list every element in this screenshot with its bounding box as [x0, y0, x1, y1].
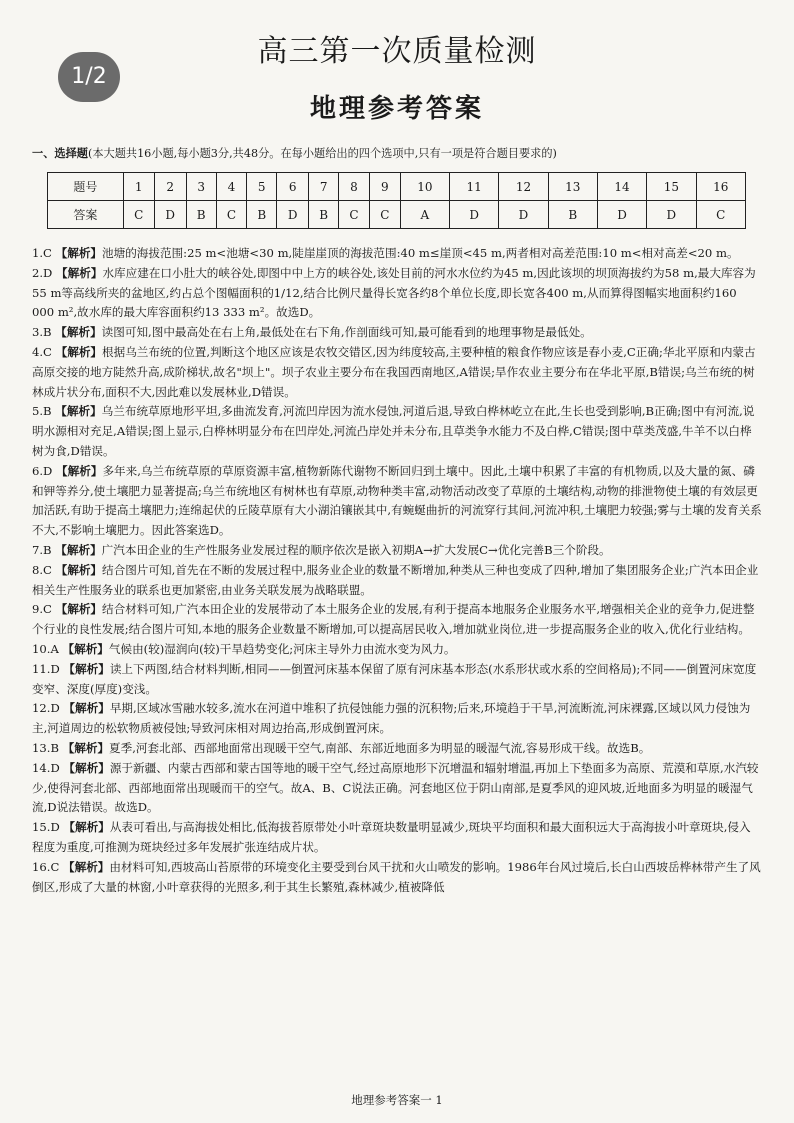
- item-text: 源于新疆、内蒙古西部和蒙古国等地的暖干空气,经过高原地形下沉增温和辐射增温,再加上下垫面多为高原、荒漠和草原,水汽较少,使得河套北部、西部地面常出现暖而干的空气。故A、B、C说法正确。河套地区位于阴山南部,是夏季风的迎风坡,近地面多为明显的暖湿气流,D说法错误。故选D。: [32, 760, 759, 815]
- answer-cell: C: [339, 201, 370, 229]
- page-footer: 地理参考答案一 1: [351, 1093, 443, 1107]
- item-number: 15.D: [32, 820, 60, 835]
- explanation-item: [32, 699, 762, 739]
- item-number: 3.B: [32, 325, 52, 340]
- analysis-tag: 【解析】: [55, 562, 103, 577]
- answer-cell: D: [154, 201, 186, 229]
- analysis-tag: 【解析】: [55, 404, 102, 419]
- answer-table-number-row: [48, 173, 746, 201]
- item-number: 4.C: [32, 344, 52, 359]
- question-number: 7: [309, 173, 339, 201]
- answer-cell: B: [548, 201, 597, 229]
- item-number: 2.D: [32, 265, 53, 280]
- question-number: 14: [597, 173, 646, 201]
- explanation-item: [32, 858, 762, 898]
- question-number: 8: [339, 173, 370, 201]
- item-number: 6.D: [32, 463, 53, 478]
- analysis-tag: 【解析】: [62, 641, 109, 656]
- explanation-item: [32, 561, 762, 601]
- analysis-tag: 【解析】: [63, 820, 110, 835]
- question-number: 13: [548, 173, 597, 201]
- item-number: 5.B: [32, 404, 52, 419]
- answer-cell: D: [450, 201, 499, 229]
- item-text: 乌兰布统草原地形平坦,多曲流发育,河流凹岸因为流水侵蚀,河道后退,导致白桦林屹立在此,生长也受到影响,B正确;图中有河流,说明水源相对充足,A错误;图上显示,白桦林明显分布在凹岸处,河流凸岸处并未分布,且草类争水能力不及白桦,C错误;图中草类茂盛,牛羊不以白桦树为食,D错误。: [32, 404, 755, 458]
- analysis-tag: 【解析】: [63, 760, 110, 775]
- answer-cell: D: [647, 201, 696, 229]
- row-label: 答案: [48, 201, 124, 229]
- item-number: 11.D: [32, 661, 60, 676]
- item-text: 早期,区域冰雪融水较多,流水在河道中堆积了抗侵蚀能力强的沉积物;后来,环境趋于干旱,河流断流,河床裸露,区域以风力侵蚀为主,河道周边的松软物质被侵蚀;导致河床相对周边抬高,形成倒置河床。: [32, 701, 751, 736]
- explanation-item: [32, 759, 762, 818]
- question-number: 1: [123, 173, 154, 201]
- question-number: 15: [647, 173, 696, 201]
- answer-cell: D: [499, 201, 548, 229]
- item-text: 结合材料可知,广汽本田企业的发展带动了本土服务企业的发展,有利于提高本地服务企业服务水平,增强相关企业的竞争力,促进整个行业的良性发展;结合图片可知,本地的服务企业数量不断增加,可以提高居民收入,增加就业岗位,进一步提高服务企业的收入,优化行业结构。: [32, 602, 755, 637]
- item-text: 气候由(较)湿润向(较)干旱趋势变化;河床主导外力由流水变为风力。: [108, 641, 456, 656]
- item-text: 广汽本田企业的生产性服务业发展过程的顺序依次是嵌入初期A→扩大发展C→优化完善B三个阶段。: [101, 542, 611, 557]
- item-number: 1.C: [32, 246, 52, 260]
- item-text: 池塘的海拔范围:25 m<池塘<30 m,陡崖崖顶的海拔范围:40 m≤崖顶<45 m,两者相对高差范围:10 m<相对高差<20 m。: [102, 246, 739, 260]
- analysis-tag: 【解析】: [63, 859, 110, 874]
- row-label: 题号: [48, 173, 124, 201]
- item-number: 13.B: [32, 740, 59, 755]
- analysis-tag: 【解析】: [56, 463, 103, 478]
- section-heading: [32, 145, 772, 161]
- item-number: 10.A: [32, 641, 59, 656]
- analysis-tag: 【解析】: [55, 325, 102, 340]
- item-number: 7.B: [32, 542, 52, 557]
- explanation-item: [32, 739, 762, 759]
- answer-cell: A: [400, 201, 449, 229]
- explanation-item: [32, 640, 762, 660]
- answer-cell: B: [247, 201, 277, 229]
- explanation-item: [32, 818, 762, 858]
- analysis-tag: 【解析】: [56, 265, 103, 280]
- page-badge[interactable]: 1/2: [58, 52, 120, 102]
- analysis-tag: 【解析】: [55, 246, 103, 260]
- item-text: 夏季,河套北部、西部地面常出现暖干空气,南部、东部近地面多为明显的暖湿气流,容易形成干线。故选B。: [109, 740, 651, 755]
- question-number: 2: [154, 173, 186, 201]
- answer-cell: C: [216, 201, 247, 229]
- analysis-tag: 【解析】: [62, 740, 110, 755]
- item-text: 从表可看出,与高海拔处相比,低海拔苔原带处小叶章斑块数量明显减少,斑块平均面积和最大面积远大于高海拔小叶章斑块,侵入程度为重度,可推测为斑块经过多年发展扩张连结成片状。: [32, 820, 751, 854]
- explanations: [32, 244, 762, 897]
- explanation-item: [32, 244, 762, 264]
- answer-table: [47, 172, 746, 229]
- item-text: 读上下两图,结合材料判断,相同——倒置河床基本保留了原有河床基本形态(水系形状或水系的空间格局);不同——倒置河床宽度变窄、深度(厚度)变浅。: [32, 661, 757, 696]
- answer-key-title: 地理参考答案: [309, 94, 484, 124]
- question-number: 5: [247, 173, 277, 201]
- explanation-item: [32, 323, 762, 343]
- section-label: 一、选择题: [32, 146, 88, 160]
- question-number: 6: [277, 173, 309, 201]
- analysis-tag: 【解析】: [55, 542, 102, 557]
- question-number: 12: [499, 173, 548, 201]
- item-number: 12.D: [32, 701, 60, 716]
- item-number: 8.C: [32, 562, 52, 577]
- explanation-item: [32, 462, 762, 541]
- question-number: 16: [696, 173, 746, 201]
- analysis-tag: 【解析】: [55, 344, 103, 359]
- answer-cell: B: [186, 201, 216, 229]
- item-number: 14.D: [32, 760, 60, 775]
- explanation-item: [32, 264, 762, 323]
- item-text: 结合图片可知,首先在不断的发展过程中,服务业企业的数量不断增加,种类从三种也变成了四种,增加了集团服务企业;广汽本田企业相关生产性服务业的联系也更加紧密,由业务关联发展为战略联盟。: [32, 562, 759, 597]
- item-number: 9.C: [32, 602, 52, 617]
- answer-cell: C: [696, 201, 746, 229]
- item-text: 水库应建在口小肚大的峡谷处,即图中中上方的峡谷处,该处目前的河水水位约为45 m,因此该坝的坝顶海拔约为58 m,最大库容为55 m等高线所夹的盆地区,约占总个图幅面积的1/12,结合比例尺量得长宽各约8个单位长度,即长宽各400 m,从而算得图幅实地面积约160 000 m²,故水库的最大库容面积约13 333 m²。故选D。: [32, 265, 756, 320]
- item-text: 多年来,乌兰布统草原的草原资源丰富,植物新陈代谢物不断回归到土壤中。因此,土壤中积累了丰富的有机物质,以及大量的氮、磷和钾等养分,使土壤肥力显著提高;乌兰布统地区有树林也有草原,动物种类丰富,动物活动改变了草原的土壤结构,动物的排泄物使土壤的有效层更加活跃,有助于提高土壤肥力;连绵起伏的丘陵草原有大小湖泊镶嵌其中,有蜿蜒曲折的河流穿行其间,河流冲积,土壤肥力较强;雾与土壤的发育关系不大,不影响土壤肥力。因此答案选D。: [32, 463, 762, 538]
- question-number: 11: [450, 173, 499, 201]
- question-number: 9: [369, 173, 400, 201]
- answer-table-answer-row: [48, 201, 746, 229]
- item-text: 读图可知,图中最高处在右上角,最低处在右下角,作剖面线可知,最可能看到的地理事物是最低处。: [101, 325, 592, 340]
- explanation-item: [32, 343, 762, 402]
- answer-cell: C: [123, 201, 154, 229]
- item-text: 根据乌兰布统的位置,判断这个地区应该是农牧交错区,因为纬度较高,主要种植的粮食作物应该是春小麦,C正确;华北平原和内蒙古高原交接的地方陡然升高,成阶梯状,故名"坝上"。坝子农业主要分布在我国西南地区,A错误;旱作农业主要分布在华北平原,B错误;乌兰布统的树林成片状分布,面积不大,因此难以发展林业,D错误。: [32, 344, 756, 399]
- explanation-item: [32, 600, 762, 640]
- question-number: 4: [216, 173, 247, 201]
- answer-cell: B: [309, 201, 339, 229]
- analysis-tag: 【解析】: [55, 602, 103, 617]
- question-number: 3: [186, 173, 216, 201]
- explanation-item: [32, 402, 762, 461]
- analysis-tag: 【解析】: [63, 661, 110, 676]
- answer-cell: C: [369, 201, 400, 229]
- section-instructions: (本大题共16小题,每小题3分,共48分。在每小题给出的四个选项中,只有一项是符合题目要求的): [87, 147, 557, 160]
- answer-cell: D: [277, 201, 309, 229]
- item-text: 由材料可知,西坡高山苔原带的环境变化主要受到台风干扰和火山喷发的影响。1986年台风过境后,长白山西坡岳桦林带产生了风倒区,形成了大量的林窗,小叶章获得的光照多,利于其生长繁殖,森林减少,植被降低: [32, 859, 761, 894]
- question-number: 10: [400, 173, 449, 201]
- item-number: 16.C: [32, 859, 60, 874]
- explanation-item: [32, 660, 762, 700]
- analysis-tag: 【解析】: [63, 701, 110, 716]
- answer-cell: D: [597, 201, 646, 229]
- exam-title: 高三第一次质量检测: [257, 34, 537, 69]
- explanation-item: [32, 541, 762, 561]
